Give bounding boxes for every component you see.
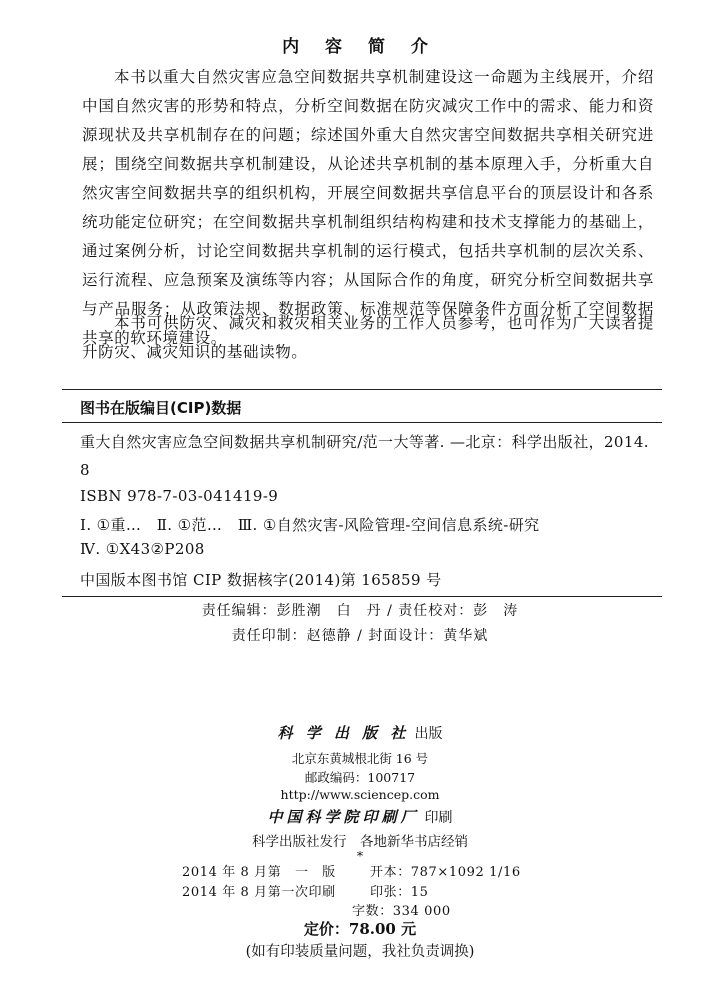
cip-classification-2: Ⅳ. ①X43②P208 — [80, 540, 205, 558]
editors-line-1: 责任编辑：彭胜潮 白 丹 / 责任校对：彭 涛 — [201, 603, 519, 619]
publisher-url: http://www.sciencep.com — [280, 787, 440, 802]
divider-bottom — [62, 596, 662, 597]
separator-star: * — [356, 848, 364, 863]
edition-info: 2014 年 8 月第 一 版 — [182, 865, 336, 880]
cip-record-number: 中国版本图书馆 CIP 数据核字(2014)第 165859 号 — [80, 571, 442, 589]
distribution-line: 科学出版社发行 各地新华书店经销 — [252, 834, 468, 850]
intro-paragraph-2: 本书可供防灾、减灾和救灾相关业务的工作人员参考，也可作为广大读者提升防灾、减灾知识的基础读物。 — [82, 314, 654, 361]
publish-label: 出版 — [414, 726, 443, 742]
format-info: 开本：787×1092 1/16 — [370, 865, 521, 880]
word-count: 字数：334 000 — [352, 904, 451, 919]
publisher-postcode: 邮政编码：100717 — [304, 770, 416, 785]
print-label: 印刷 — [424, 810, 453, 826]
divider-cip-heading — [62, 422, 662, 423]
quality-notice: (如有印装质量问题，我社负责调换) — [245, 944, 475, 960]
divider-top — [62, 389, 662, 390]
printing-info: 2014 年 8 月第一次印刷 — [182, 885, 336, 900]
page-title: 内 容 简 介 — [282, 37, 438, 57]
publisher-address: 北京东黄城根北街 16 号 — [291, 751, 429, 766]
cip-classification-1: Ⅰ. ①重… Ⅱ. ①范… Ⅲ. ①自然灾害-风险管理-空间信息系统-研究 — [80, 516, 540, 534]
editors-line-2: 责任印制：赵德静 / 封面设计：黄华斌 — [231, 628, 489, 644]
cip-heading: 图书在版编目(CIP)数据 — [80, 399, 242, 417]
price: 定价：78.00 元 — [303, 920, 417, 938]
cip-citation: 重大自然灾害应急空间数据共享机制研究/范一大等著. —北京：科学出版社，2014. 8 — [80, 433, 649, 479]
publisher-name: 科 学 出 版 社 — [277, 724, 410, 742]
publisher-line — [0, 722, 720, 743]
printer-line — [0, 806, 720, 827]
cip-isbn: ISBN 978-7-03-041419-9 — [80, 487, 279, 505]
printer-name: 中国科学院印刷厂 — [267, 808, 420, 826]
intro-paragraph-1: 本书以重大自然灾害应急空间数据共享机制建设这一命题为主线展开，介绍中国自然灾害的形势和特点，分析空间数据在防灾减灾工作中的需求、能力和资源现状及共享机制存在的问题；综述国外重大自然灾害空间数据共享相关研究进展；围绕空间数据共享机制建设，从论述共享机制的基本原理入手，分析重大自然灾害空间数据共享的组织机构，开展空间数据共享信息平台的顶层设计和各系统功能定位研究；在空间数据共享机制组织结构构建和技术支撑能力的基础上，通过案例分析，讨论空间数据共享机制的运行模式，包括共享机制的层次关系、运行流程、应急预案及演练等内容；从国际合作的角度，研究分析空间数据共享与产品服务；从政策法规、数据政策、标准规范等保障条件方面分析了空间数据共享的软环境建设。 — [82, 68, 654, 347]
sheets-info: 印张：15 — [370, 885, 429, 900]
